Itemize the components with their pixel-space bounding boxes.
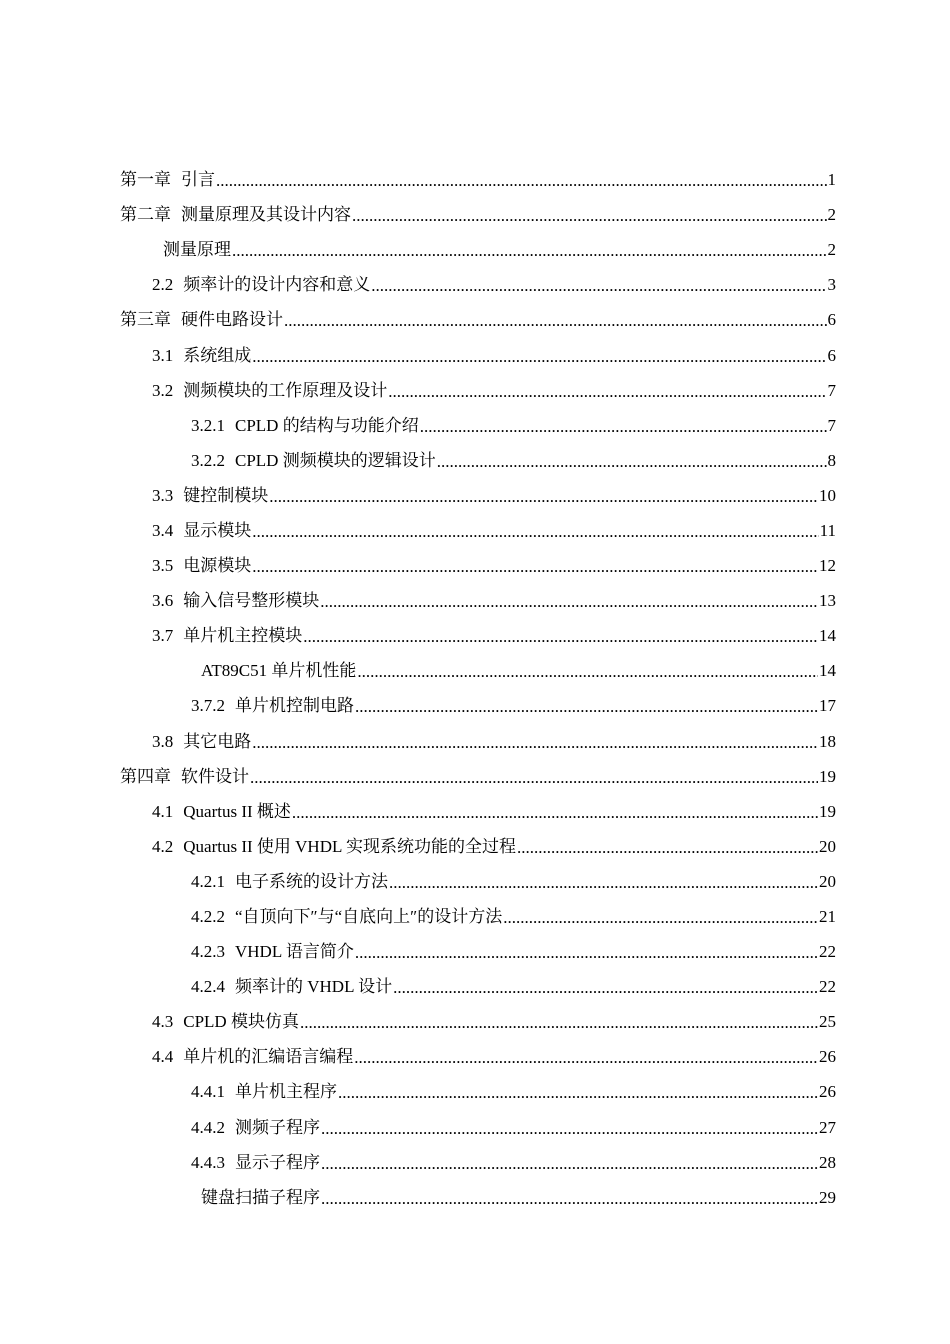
toc-entry-title: VHDL 语言简介 bbox=[235, 942, 354, 962]
toc-entry-page-number: 19 bbox=[819, 801, 836, 821]
toc-entry-page-number: 14 bbox=[819, 661, 836, 681]
toc-entry-page-number: 19 bbox=[819, 766, 836, 786]
toc-entry-number: 3.6 bbox=[152, 591, 174, 611]
toc-entry-title: 电源模块 bbox=[183, 556, 252, 576]
dot-leader bbox=[389, 874, 818, 891]
toc-entry-number: 第一章 bbox=[120, 170, 171, 190]
toc-entry-title: 单片机控制电路 bbox=[235, 696, 354, 716]
toc-entry[interactable] bbox=[0, 267, 950, 302]
dot-leader bbox=[252, 523, 818, 540]
dot-leader bbox=[320, 593, 818, 610]
toc-entry-number: 3.8 bbox=[152, 731, 174, 751]
dot-leader bbox=[232, 242, 827, 259]
toc-entry-title: 测量原理及其设计内容 bbox=[181, 205, 351, 225]
toc-entry-number: 第二章 bbox=[120, 205, 171, 225]
toc-entry-number: 2.2 bbox=[152, 275, 174, 295]
toc-entry-number: 4.3 bbox=[152, 1012, 174, 1032]
toc-entry[interactable] bbox=[0, 1145, 950, 1180]
dot-leader bbox=[252, 348, 826, 365]
toc-entry[interactable] bbox=[0, 1039, 950, 1074]
toc-entry[interactable] bbox=[0, 759, 950, 794]
toc-entry-page-number: 10 bbox=[819, 485, 836, 505]
dot-leader bbox=[321, 1120, 818, 1137]
toc-entry[interactable] bbox=[0, 864, 950, 899]
toc-entry[interactable] bbox=[0, 232, 950, 267]
dot-leader bbox=[284, 312, 827, 329]
toc-entry-page-number: 20 bbox=[819, 836, 836, 856]
toc-entry-number: 4.4.3 bbox=[191, 1152, 225, 1172]
toc-entry-title: 引言 bbox=[181, 170, 215, 190]
table-of-contents bbox=[0, 162, 950, 1215]
dot-leader bbox=[388, 383, 826, 400]
toc-entry-title: 电子系统的设计方法 bbox=[235, 871, 388, 891]
toc-entry-page-number: 25 bbox=[819, 1012, 836, 1032]
toc-entry[interactable] bbox=[0, 1074, 950, 1109]
dot-leader bbox=[517, 839, 818, 856]
toc-entry[interactable] bbox=[0, 548, 950, 583]
toc-entry-number: 4.4 bbox=[152, 1047, 174, 1067]
toc-entry-title: 测频模块的工作原理及设计 bbox=[183, 380, 388, 400]
toc-entry-number: 3.7 bbox=[152, 626, 174, 646]
toc-entry-title: 硬件电路设计 bbox=[181, 310, 283, 330]
toc-entry-number: 4.2.2 bbox=[191, 907, 225, 927]
toc-entry-number: 4.2.1 bbox=[191, 871, 225, 891]
toc-entry-page-number: 18 bbox=[819, 731, 836, 751]
dot-leader bbox=[252, 558, 818, 575]
toc-entry-number: 4.2.3 bbox=[191, 942, 225, 962]
toc-entry[interactable] bbox=[0, 408, 950, 443]
toc-entry-number: 4.2.4 bbox=[191, 977, 225, 997]
toc-entry-number: 3.3 bbox=[152, 485, 174, 505]
toc-entry-title: Quartus II 概述 bbox=[183, 801, 291, 821]
toc-entry-title: 系统组成 bbox=[183, 345, 252, 365]
toc-entry-number: 3.2.1 bbox=[191, 415, 225, 435]
toc-entry[interactable] bbox=[0, 302, 950, 337]
toc-entry-number: 3.5 bbox=[152, 556, 174, 576]
toc-entry-page-number: 2 bbox=[827, 205, 836, 225]
toc-entry-title: “自顶向下″与“自底向上″的设计方法 bbox=[235, 907, 503, 927]
toc-entry[interactable] bbox=[0, 373, 950, 408]
dot-leader bbox=[354, 1049, 818, 1066]
toc-entry-page-number: 6 bbox=[827, 310, 836, 330]
toc-entry-number: 3.2.2 bbox=[191, 450, 225, 470]
toc-entry-page-number: 6 bbox=[827, 345, 836, 365]
toc-entry-page-number: 26 bbox=[819, 1047, 836, 1067]
toc-entry[interactable] bbox=[0, 934, 950, 969]
toc-entry[interactable] bbox=[0, 1004, 950, 1039]
toc-entry-number: 3.1 bbox=[152, 345, 174, 365]
toc-entry-page-number: 12 bbox=[819, 556, 836, 576]
dot-leader bbox=[321, 1155, 818, 1172]
dot-leader bbox=[303, 628, 818, 645]
toc-entry-page-number: 2 bbox=[827, 240, 836, 260]
toc-entry-title: 输入信号整形模块 bbox=[183, 591, 320, 611]
toc-entry-page-number: 17 bbox=[819, 696, 836, 716]
toc-entry-page-number: 1 bbox=[827, 170, 836, 190]
dot-leader bbox=[420, 418, 827, 435]
toc-entry[interactable] bbox=[0, 794, 950, 829]
toc-entry[interactable] bbox=[0, 443, 950, 478]
toc-entry[interactable] bbox=[0, 618, 950, 653]
toc-entry[interactable] bbox=[0, 197, 950, 232]
toc-entry-page-number: 22 bbox=[819, 942, 836, 962]
toc-entry[interactable] bbox=[0, 899, 950, 934]
toc-entry-number: 3.7.2 bbox=[191, 696, 225, 716]
toc-entry-number: 4.4.1 bbox=[191, 1082, 225, 1102]
toc-entry-page-number: 20 bbox=[819, 871, 836, 891]
toc-entry-title: 显示模块 bbox=[183, 520, 252, 540]
toc-entry-page-number: 29 bbox=[819, 1187, 836, 1207]
toc-entry-number: 4.2 bbox=[152, 836, 174, 856]
dot-leader bbox=[355, 698, 818, 715]
toc-entry-number: 3.4 bbox=[152, 520, 174, 540]
toc-entry-title: 频率计的设计内容和意义 bbox=[183, 275, 371, 295]
toc-entry-number: 3.2 bbox=[152, 380, 174, 400]
dot-leader bbox=[321, 1190, 818, 1207]
toc-entry-page-number: 26 bbox=[819, 1082, 836, 1102]
dot-leader bbox=[300, 1014, 818, 1031]
dot-leader bbox=[338, 1084, 818, 1101]
toc-entry[interactable] bbox=[0, 724, 950, 759]
toc-entry-page-number: 7 bbox=[827, 380, 836, 400]
toc-entry-page-number: 27 bbox=[819, 1117, 836, 1137]
toc-entry-title: 单片机的汇编语言编程 bbox=[183, 1047, 354, 1067]
dot-leader bbox=[252, 734, 818, 751]
toc-entry[interactable] bbox=[0, 513, 950, 548]
toc-entry[interactable] bbox=[0, 1180, 950, 1215]
toc-entry-title: CPLD 的结构与功能介绍 bbox=[235, 415, 419, 435]
toc-entry-page-number: 11 bbox=[819, 520, 836, 540]
dot-leader bbox=[292, 804, 818, 821]
toc-entry-number: 4.1 bbox=[152, 801, 174, 821]
toc-entry[interactable] bbox=[0, 337, 950, 372]
toc-entry-title: CPLD 测频模块的逻辑设计 bbox=[235, 450, 436, 470]
toc-entry-page-number: 21 bbox=[819, 907, 836, 927]
toc-entry-page-number: 28 bbox=[819, 1152, 836, 1172]
toc-entry-title: 测量原理 bbox=[163, 240, 231, 260]
dot-leader bbox=[352, 207, 827, 224]
dot-leader bbox=[250, 769, 818, 786]
toc-entry[interactable] bbox=[0, 1110, 950, 1145]
toc-entry[interactable] bbox=[0, 688, 950, 723]
dot-leader bbox=[503, 909, 818, 926]
dot-leader bbox=[269, 488, 818, 505]
toc-entry[interactable] bbox=[0, 583, 950, 618]
toc-entry[interactable] bbox=[0, 829, 950, 864]
dot-leader bbox=[216, 172, 827, 189]
toc-entry-page-number: 3 bbox=[827, 275, 836, 295]
toc-entry-title: 键盘扫描子程序 bbox=[201, 1187, 320, 1207]
toc-entry-page-number: 22 bbox=[819, 977, 836, 997]
toc-entry-number: 第三章 bbox=[120, 310, 171, 330]
toc-entry-title: 显示子程序 bbox=[235, 1152, 320, 1172]
toc-entry-title: CPLD 模块仿真 bbox=[183, 1012, 299, 1032]
toc-entry-page-number: 13 bbox=[819, 591, 836, 611]
toc-entry[interactable] bbox=[0, 653, 950, 688]
toc-entry-title: 单片机主控模块 bbox=[183, 626, 303, 646]
toc-entry-page-number: 8 bbox=[827, 450, 836, 470]
toc-entry-title: 频率计的 VHDL 设计 bbox=[235, 977, 393, 997]
toc-entry-title: AT89C51 单片机性能 bbox=[201, 661, 357, 681]
toc-entry-title: 键控制模块 bbox=[183, 485, 269, 505]
dot-leader bbox=[357, 663, 818, 680]
dot-leader bbox=[355, 944, 818, 961]
toc-entry[interactable] bbox=[0, 478, 950, 513]
toc-entry-page-number: 7 bbox=[827, 415, 836, 435]
toc-entry-title: 软件设计 bbox=[181, 766, 249, 786]
dot-leader bbox=[371, 277, 826, 294]
dot-leader bbox=[393, 979, 818, 996]
toc-entry-number: 4.4.2 bbox=[191, 1117, 225, 1137]
toc-entry-title: 其它电路 bbox=[183, 731, 252, 751]
toc-entry-page-number: 14 bbox=[819, 626, 836, 646]
toc-entry-number: 第四章 bbox=[120, 766, 171, 786]
toc-entry-title: 单片机主程序 bbox=[235, 1082, 337, 1102]
dot-leader bbox=[437, 453, 827, 470]
toc-entry[interactable] bbox=[0, 969, 950, 1004]
toc-entry[interactable] bbox=[0, 162, 950, 197]
toc-entry-title: 测频子程序 bbox=[235, 1117, 320, 1137]
toc-entry-title: Quartus II 使用 VHDL 实现系统功能的全过程 bbox=[183, 836, 516, 856]
